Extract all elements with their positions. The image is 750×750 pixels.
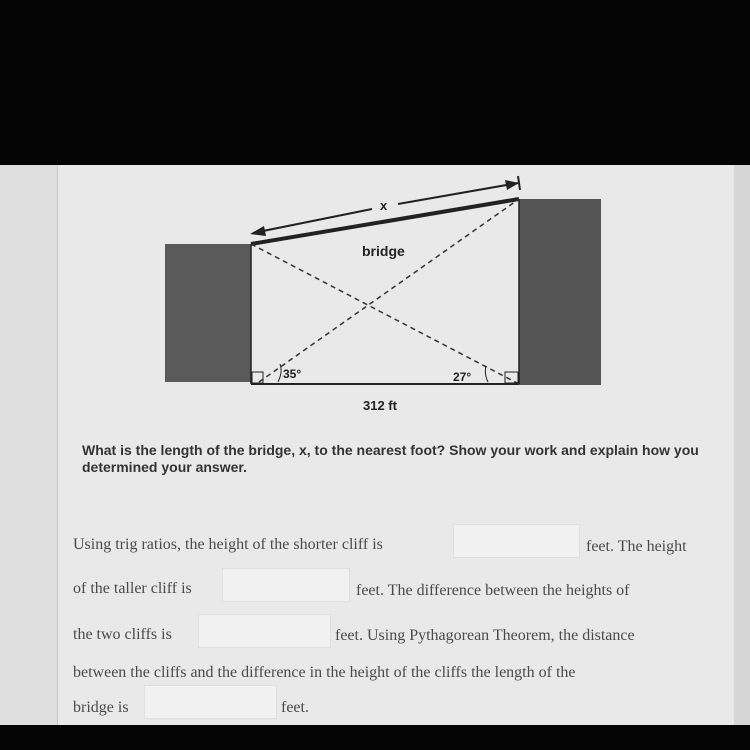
x-label: x: [380, 198, 388, 213]
angle-right-label: 27°: [453, 370, 472, 384]
answer-line5-start: bridge is: [73, 699, 129, 716]
answer-line1-end: feet. The height: [586, 538, 687, 555]
answer-line4: between the cliffs and the difference in the height of the cliffs the length of the: [73, 664, 576, 681]
bridge-length-input[interactable]: [144, 685, 277, 719]
height-difference-input[interactable]: [198, 614, 331, 648]
answer-line3-start: the two cliffs is: [73, 626, 172, 643]
answer-line2-end: feet. The difference between the heights of: [356, 582, 630, 599]
taller-cliff-height-input[interactable]: [222, 568, 350, 602]
angle-left-label: 35°: [283, 367, 302, 381]
answer-line3-end: feet. Using Pythagorean Theorem, the distance: [335, 627, 635, 644]
bridge-label: bridge: [362, 243, 405, 259]
answer-line1-start: Using trig ratios, the height of the shorter cliff is: [73, 536, 383, 553]
question-text: What is the length of the bridge, x, to the nearest foot? Show your work and explain how you determined your answer.: [82, 442, 699, 475]
distance-label: 312 ft: [363, 398, 397, 413]
answer-line5-end: feet.: [281, 699, 309, 716]
shorter-cliff-height-input[interactable]: [453, 524, 580, 558]
answer-line2-start: of the taller cliff is: [73, 580, 192, 597]
